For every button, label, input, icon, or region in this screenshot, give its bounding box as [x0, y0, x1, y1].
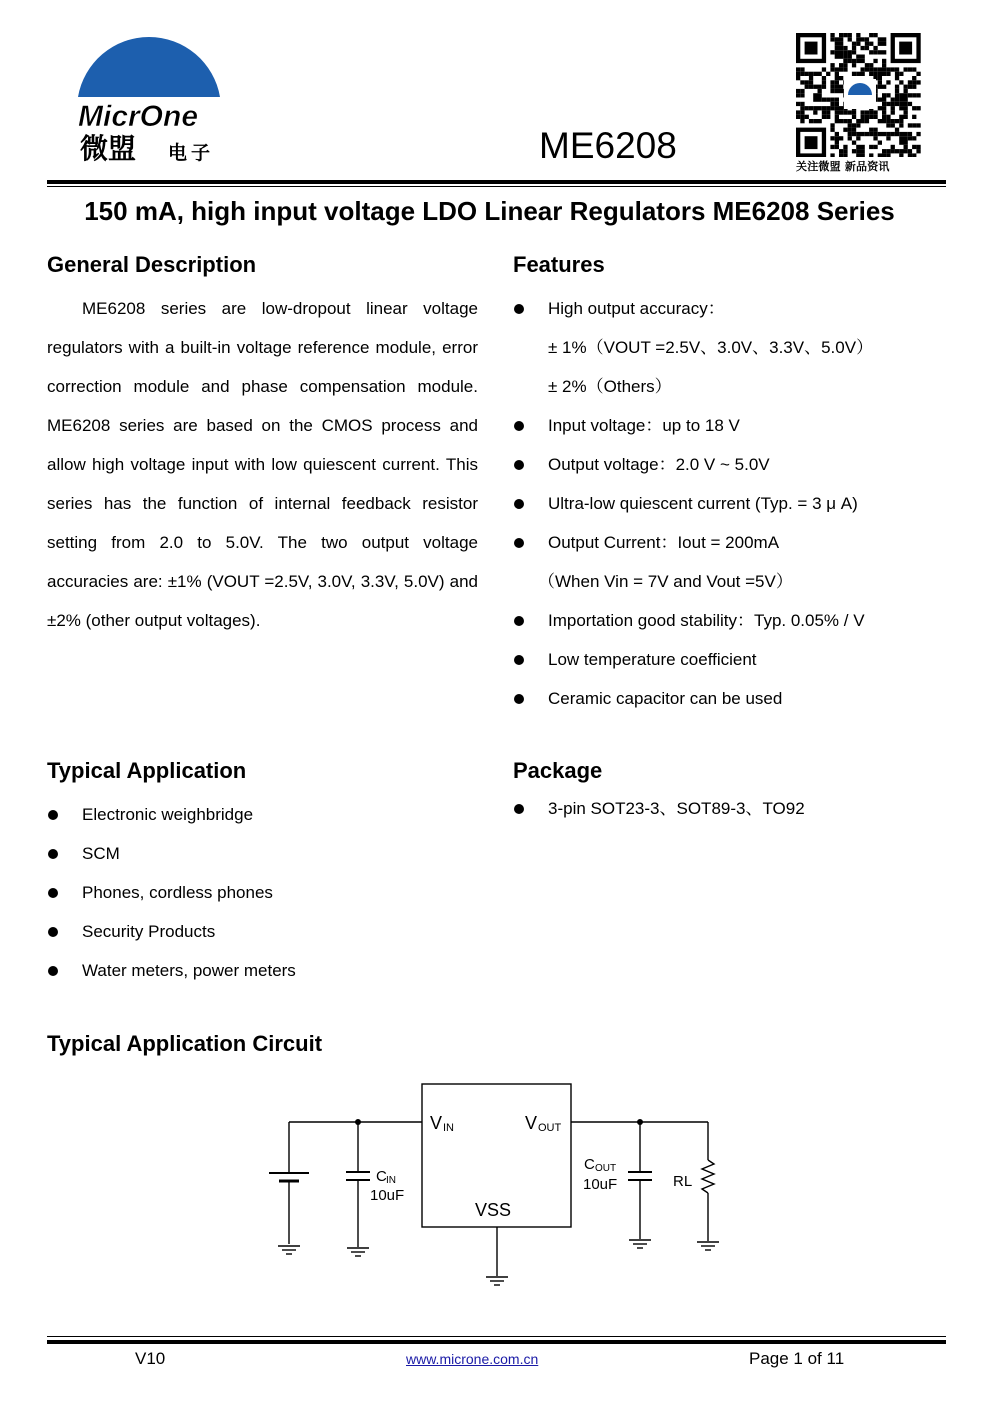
qr-code-icon: [796, 33, 924, 157]
vin-label-sub: IN: [443, 1122, 454, 1134]
footer-rule-thin: [47, 1336, 946, 1337]
circuit-heading: Typical Application Circuit: [47, 1031, 323, 1056]
bullet-icon: [514, 499, 524, 509]
general-description-body: [47, 289, 478, 640]
qr-caption: 关注微盟 新品资讯: [796, 160, 890, 173]
bullet-icon: [48, 849, 58, 859]
company-logo: [72, 32, 232, 168]
general-description-heading: General Description: [47, 252, 257, 277]
list-item: [513, 445, 953, 484]
list-item-text: Water meters, power meters: [82, 961, 296, 980]
logo-text-cn: 微盟: [80, 132, 137, 165]
list-item-text: 3-pin SOT23-3、SOT89-3、TO92: [548, 799, 805, 818]
bullet-icon: [48, 810, 58, 820]
list-item: [513, 484, 953, 523]
typical-application-list: [47, 795, 467, 990]
document-number: ME6208: [539, 125, 677, 166]
bullet-icon: [514, 655, 524, 665]
list-item: [47, 834, 467, 873]
cout-label-sub: OUT: [595, 1163, 617, 1174]
list-item-text: Output Current：Iout = 200mA: [548, 533, 780, 552]
list-item: [513, 328, 953, 367]
list-item-text: Phones, cordless phones: [82, 883, 273, 902]
list-item: [47, 873, 467, 912]
package-heading: Package: [513, 758, 603, 783]
list-item: [47, 912, 467, 951]
document-title: 150 mA, high input voltage LDO Linear Regulators ME6208 Series: [84, 196, 895, 226]
logo-text-cn-small: 电子: [168, 142, 215, 164]
list-item: [513, 640, 953, 679]
list-item-text: Security Products: [82, 922, 216, 941]
list-item: [513, 679, 953, 718]
bullet-icon: [514, 460, 524, 470]
list-item: [513, 406, 953, 445]
list-item: [513, 289, 953, 328]
list-item-text: High output accuracy：: [548, 299, 725, 318]
bullet-icon: [514, 304, 524, 314]
footer-rule: [47, 1340, 946, 1344]
list-item: [513, 601, 953, 640]
list-item-text: Low temperature coefficient: [548, 650, 757, 669]
list-item-text: （When Vin = 7V and Vout =5V）: [538, 572, 793, 591]
vout-label: V: [525, 1113, 538, 1133]
bullet-icon: [48, 927, 58, 937]
application-circuit-diagram: [262, 1074, 732, 1296]
list-item-text: Electronic weighbridge: [82, 805, 254, 824]
header-rule-thin: [47, 186, 946, 187]
bullet-icon: [48, 888, 58, 898]
typical-application-heading: Typical Application: [47, 758, 247, 783]
list-item: [47, 951, 467, 990]
general-description-text: ME6208 series are low-dropout linear voltage regulators with a built-in voltage reference module, error correction module and phase compensation module. ME6208 series are based on the CMOS process and allow high voltage input with low quiescent current. This series has the function of internal feedback resistor setting from 2.0 to 5.0V. The two output voltage accuracies are: ±1% (VOUT =2.5V, 3.0V, 3.3V, 5.0V) and ±2% (other output voltages).: [47, 299, 478, 630]
footer-website-link[interactable]: www.microne.com.cn: [406, 1351, 539, 1367]
list-item: [513, 562, 953, 601]
list-item-text: Output voltage：2.0 V ~ 5.0V: [548, 455, 770, 474]
package-list: [513, 789, 933, 828]
list-item-text: Ceramic capacitor can be used: [548, 689, 783, 708]
footer-page-number: Page 1 of 11: [749, 1349, 845, 1368]
list-item: [47, 795, 467, 834]
list-item-text: ± 1%（VOUT =2.5V、3.0V、3.3V、5.0V）: [548, 338, 874, 357]
vss-label: VSS: [475, 1200, 512, 1220]
list-item: [513, 789, 933, 828]
cin-value: 10uF: [370, 1187, 405, 1204]
bullet-icon: [514, 804, 524, 814]
vin-label: V: [430, 1113, 443, 1133]
vout-label-sub: OUT: [538, 1122, 562, 1134]
bullet-icon: [514, 421, 524, 431]
rl-label: RL: [673, 1173, 693, 1190]
bullet-icon: [514, 538, 524, 548]
cin-label: C: [376, 1168, 387, 1185]
list-item: [513, 523, 953, 562]
cin-label-sub: IN: [386, 1175, 396, 1186]
list-item: [513, 367, 953, 406]
bullet-icon: [514, 616, 524, 626]
footer-version: V10: [135, 1349, 166, 1368]
cout-label: C: [584, 1156, 595, 1173]
list-item-text: Input voltage：up to 18 V: [548, 416, 740, 435]
cout-value: 10uF: [583, 1176, 618, 1193]
header-rule: [47, 180, 946, 184]
bullet-icon: [48, 966, 58, 976]
features-list: [513, 289, 953, 718]
list-item-text: Importation good stability：Typ. 0.05% / V: [548, 611, 865, 630]
bullet-icon: [514, 694, 524, 704]
list-item-text: Ultra-low quiescent current (Typ. = 3 μ A): [548, 494, 858, 513]
list-item-text: SCM: [82, 844, 120, 863]
logo-text-en: MicrOne: [78, 100, 199, 133]
features-heading: Features: [513, 252, 605, 277]
list-item-text: ± 2%（Others）: [548, 377, 672, 396]
